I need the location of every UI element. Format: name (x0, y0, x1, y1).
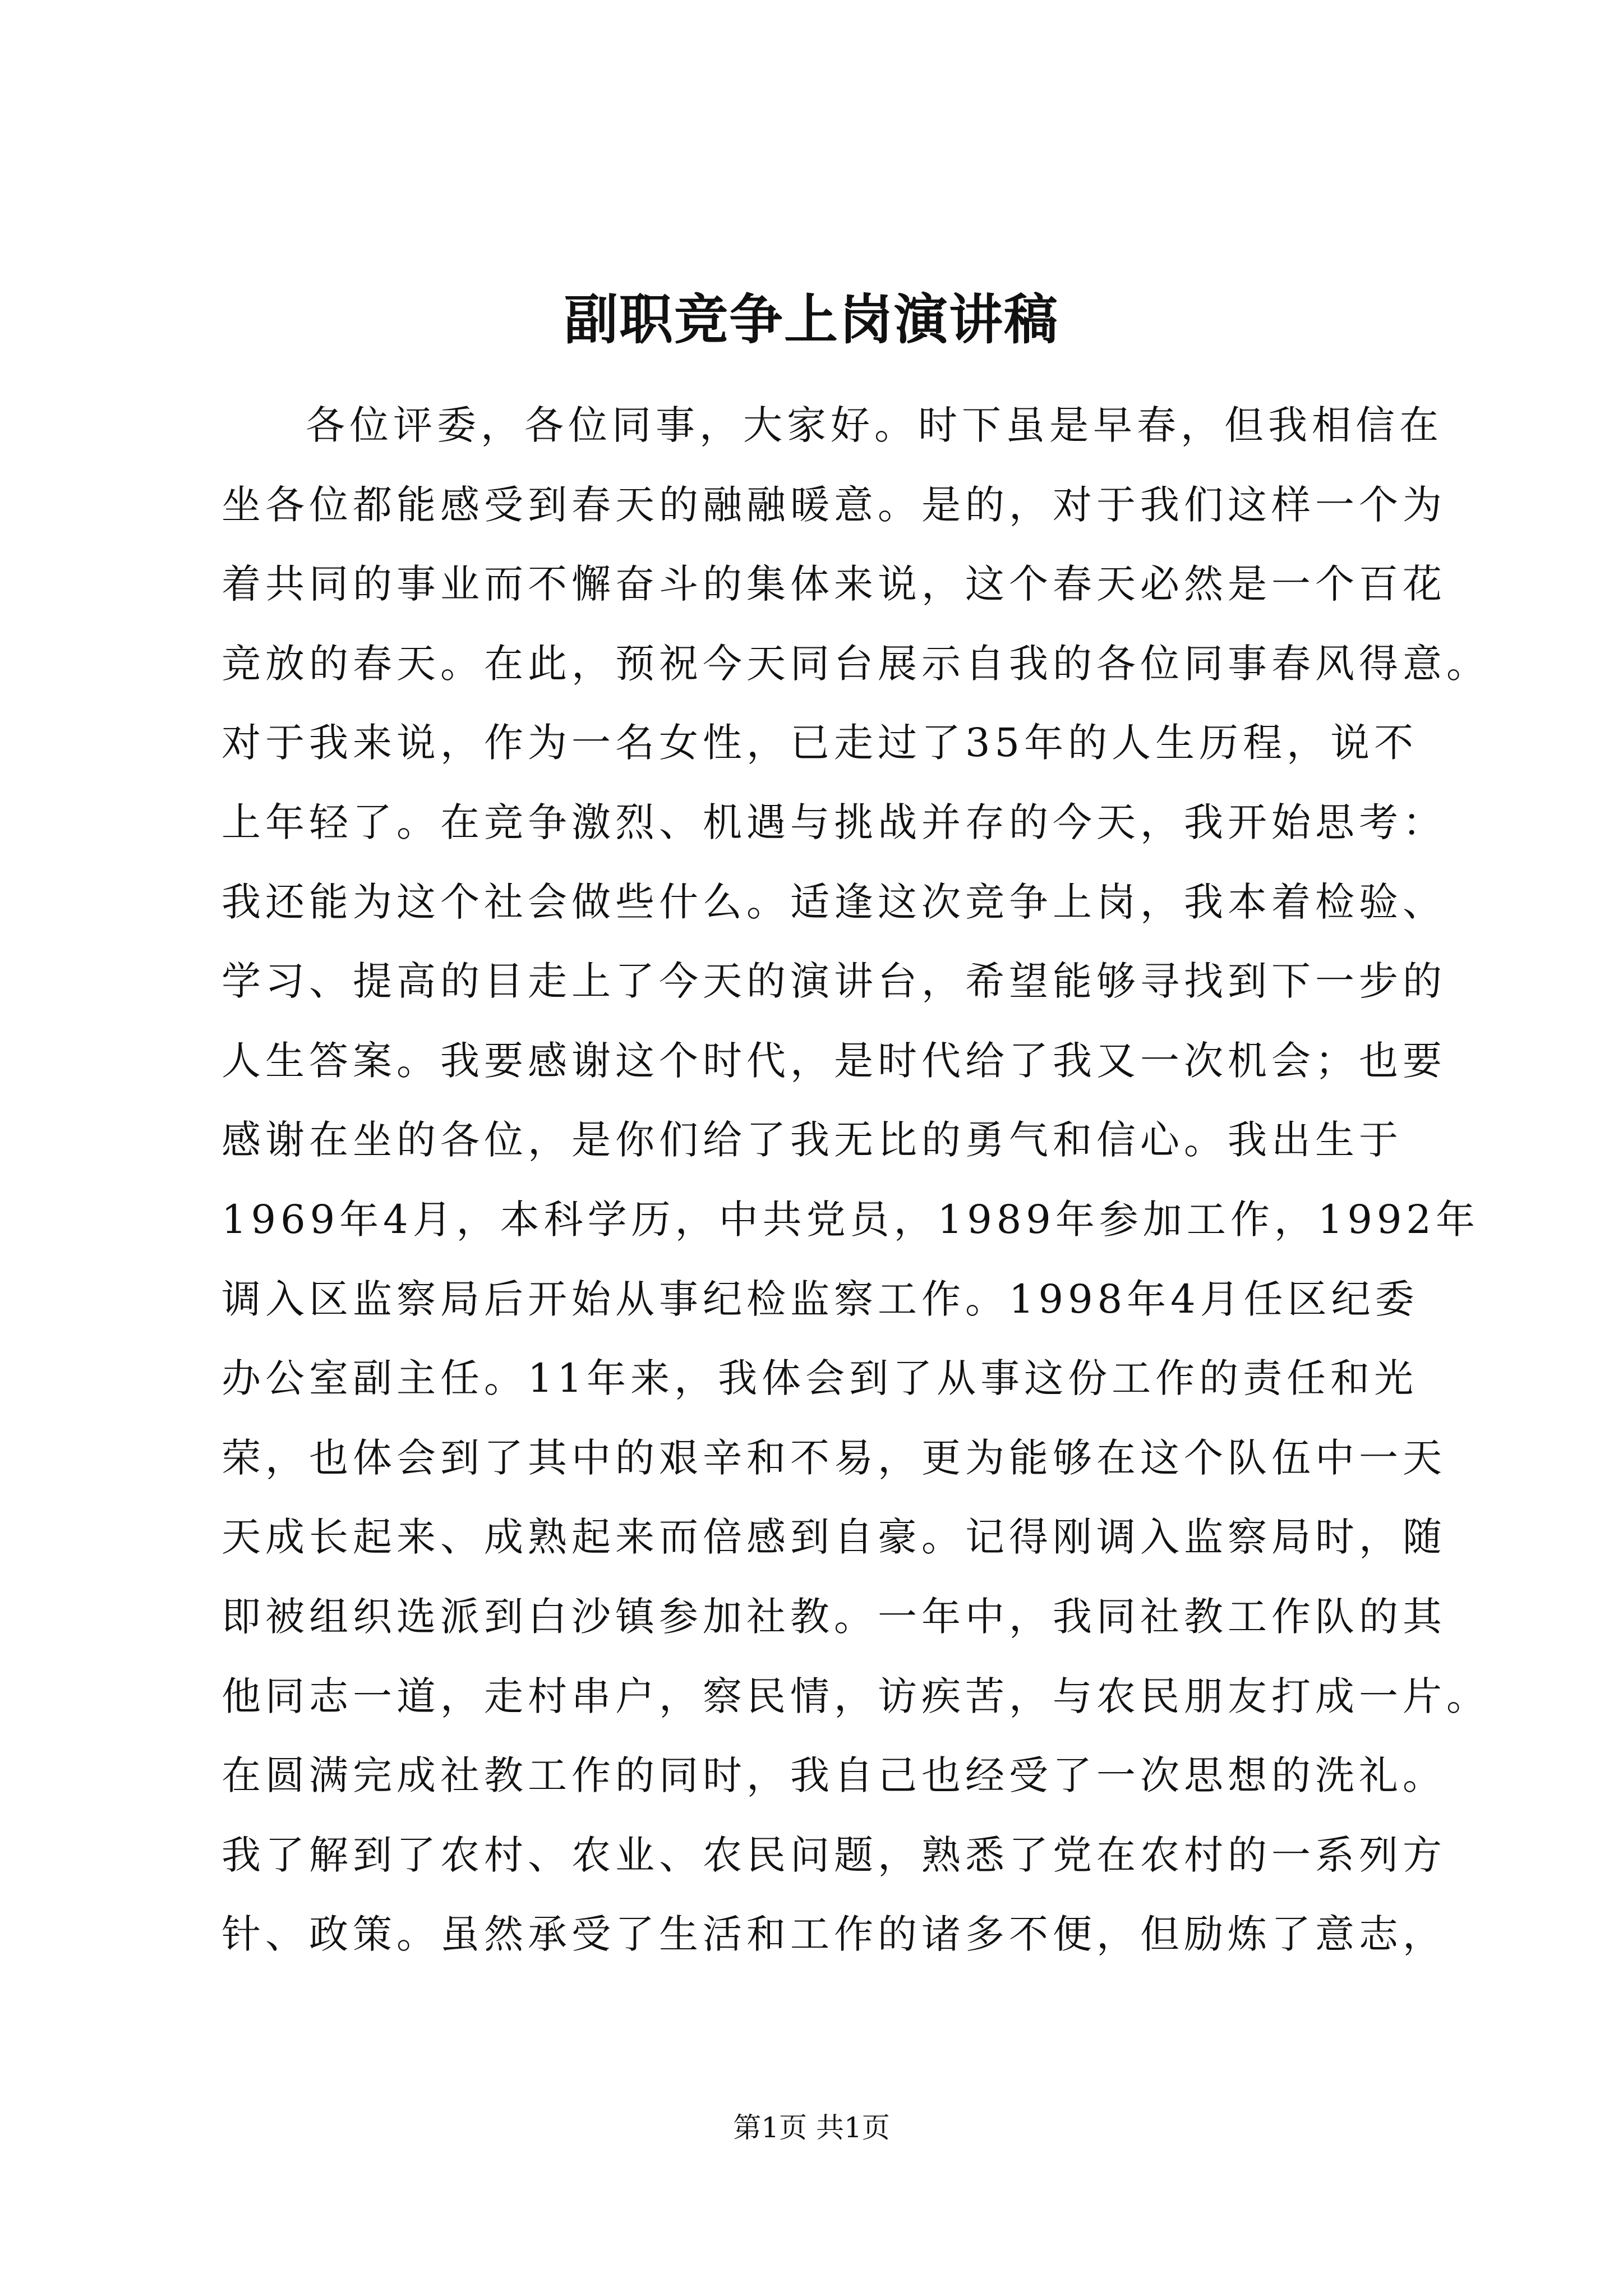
body-line: 各位评委，各位同事，大家好。时下虽是早春，但我相信在 (306, 402, 1443, 448)
body-line: 针、政策。虽然承受了生活和工作的诸多不便，但励炼了意志， (222, 1911, 1446, 1958)
body-line: 荣，也体会到了其中的艰辛和不易，更为能够在这个队伍中一天 (222, 1434, 1446, 1481)
body-line: 即被组织选派到白沙镇参加社教。一年中，我同社教工作队的其 (222, 1593, 1446, 1640)
body-line: 人生答案。我要感谢这个时代，是时代给了我又一次机会；也要 (222, 1037, 1446, 1084)
page-footer: 第1页 共1页 (733, 2111, 890, 2144)
body-line: 天成长起来、成熟起来而倍感到自豪。记得刚调入监察局时，随 (222, 1514, 1446, 1561)
body-line: 办公室副主任。11年来，我体会到了从事这份工作的责任和光 (222, 1355, 1418, 1402)
body-line: 在圆满完成社教工作的同时，我自己也经受了一次思想的洗礼。 (222, 1752, 1446, 1799)
body-line: 我了解到了农村、农业、农民问题，熟悉了党在农村的一系列方 (222, 1832, 1446, 1878)
document-title: 副职竞争上岗演讲稿 (564, 288, 1059, 351)
body-line: 对于我来说，作为一名女性，已走过了35年的人生历程，说不 (222, 720, 1418, 766)
body-line: 他同志一道，走村串户，察民情，访疾苦，与农民朋友打成一片。 (222, 1673, 1490, 1719)
body-line: 感谢在坐的各位，是你们给了我无比的勇气和信心。我出生于 (222, 1117, 1403, 1163)
body-line: 我还能为这个社会做些什么。适逢这次竞争上岗，我本着检验、 (222, 878, 1446, 925)
body-line: 上年轻了。在竞争激烈、机遇与挑战并存的今天，我开始思考： (222, 799, 1446, 845)
body-line: 1969年4月，本科学历，中共党员，1989年参加工作，1992年 (222, 1196, 1479, 1243)
body-line: 着共同的事业而不懈奋斗的集体来说，这个春天必然是一个百花 (222, 561, 1446, 608)
body-line: 学习、提高的目走上了今天的演讲台，希望能够寻找到下一步的 (222, 958, 1446, 1005)
body-line: 调入区监察局后开始从事纪检监察工作。1998年4月任区纪委 (222, 1276, 1419, 1322)
body-line: 坐各位都能感受到春天的融融暖意。是的，对于我们这样一个为 (222, 481, 1446, 528)
document-body (222, 386, 1490, 1975)
body-line: 竞放的春天。在此，预祝今天同台展示自我的各位同事春风得意。 (222, 640, 1490, 687)
